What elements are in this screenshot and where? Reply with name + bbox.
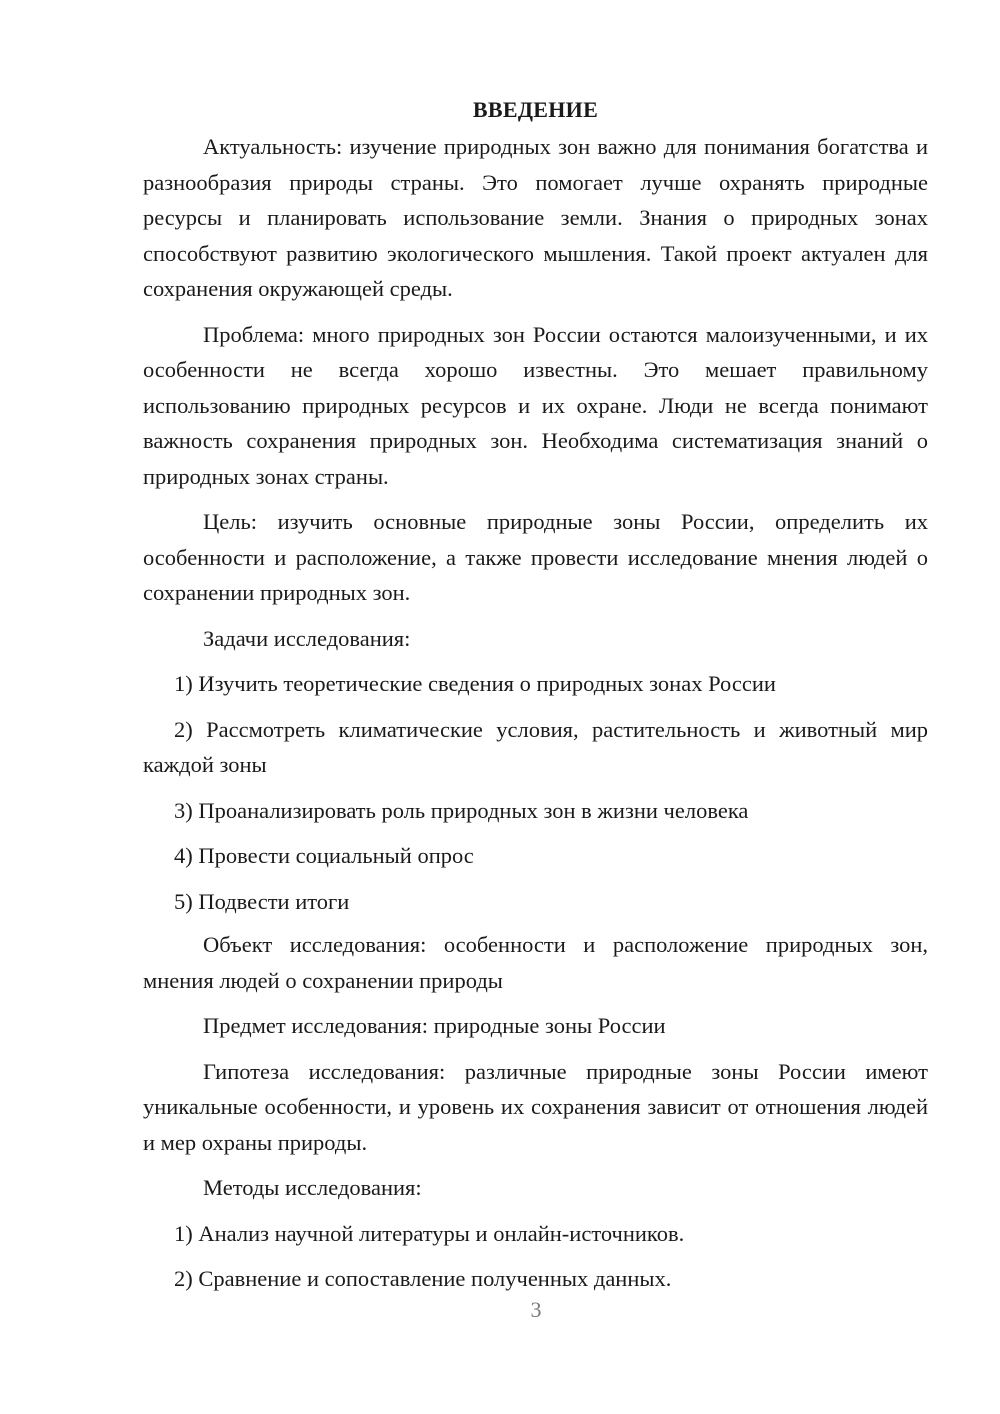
section-title: ВВЕДЕНИЕ bbox=[472, 97, 599, 122]
hypothesis-paragraph: Гипотеза исследования: различные природные зоны России имеют уникальные особенности, и уровень их сохранения зависит от отношения людей и мер охраны природы. bbox=[143, 1058, 928, 1155]
goal-paragraph: Цель: изучить основные природные зоны России, определить их особенности и расположение, а также провести исследование мнения людей о сохранении природных зон. bbox=[143, 509, 928, 605]
problem-paragraph: Проблема: много природных зон России остаются малоизученными, и их особенности не всегда хорошо известны. Это мешает правильному использованию природных ресурсов и их охране. Люди не всегда понимают важность сохранения природных зон. Необходима систематизация знаний о природных зонах страны. bbox=[143, 321, 928, 489]
task-item-5: 5) Подвести итоги bbox=[174, 888, 350, 914]
task-item-4: 4) Провести социальный опрос bbox=[174, 843, 474, 868]
method-item-1: 1) Анализ научной литературы и онлайн-источников. bbox=[174, 1220, 685, 1246]
task-item-1: 1) Изучить теоретические сведения о природных зонах России bbox=[174, 671, 776, 696]
relevance-paragraph: Актуальность: изучение природных зон важно для понимания богатства и разнообразия природы страны. Это помогает лучше охранять природные ресурсы и планировать использование земли. Знания о природных зонах способствуют развитию экологического мышления. Такой проект актуален для сохранения окружающей среды. bbox=[143, 134, 928, 301]
tasks-heading: Задачи исследования: bbox=[203, 625, 411, 651]
object-paragraph: Объект исследования: особенности и расположение природных зон, мнения людей о сохранении природы bbox=[143, 932, 928, 993]
page-number: 3 bbox=[530, 1297, 542, 1322]
subject-paragraph: Предмет исследования: природные зоны России bbox=[203, 1013, 666, 1038]
method-item-2: 2) Сравнение и сопоставление полученных данных. bbox=[174, 1266, 672, 1291]
document-page bbox=[143, 95, 928, 1297]
task-item-3: 3) Проанализировать роль природных зон в жизни человека bbox=[174, 797, 749, 823]
methods-heading: Методы исследования: bbox=[203, 1175, 422, 1200]
task-item-2: 2) Рассмотреть климатические условия, растительность и животный мир каждой зоны bbox=[143, 716, 928, 777]
